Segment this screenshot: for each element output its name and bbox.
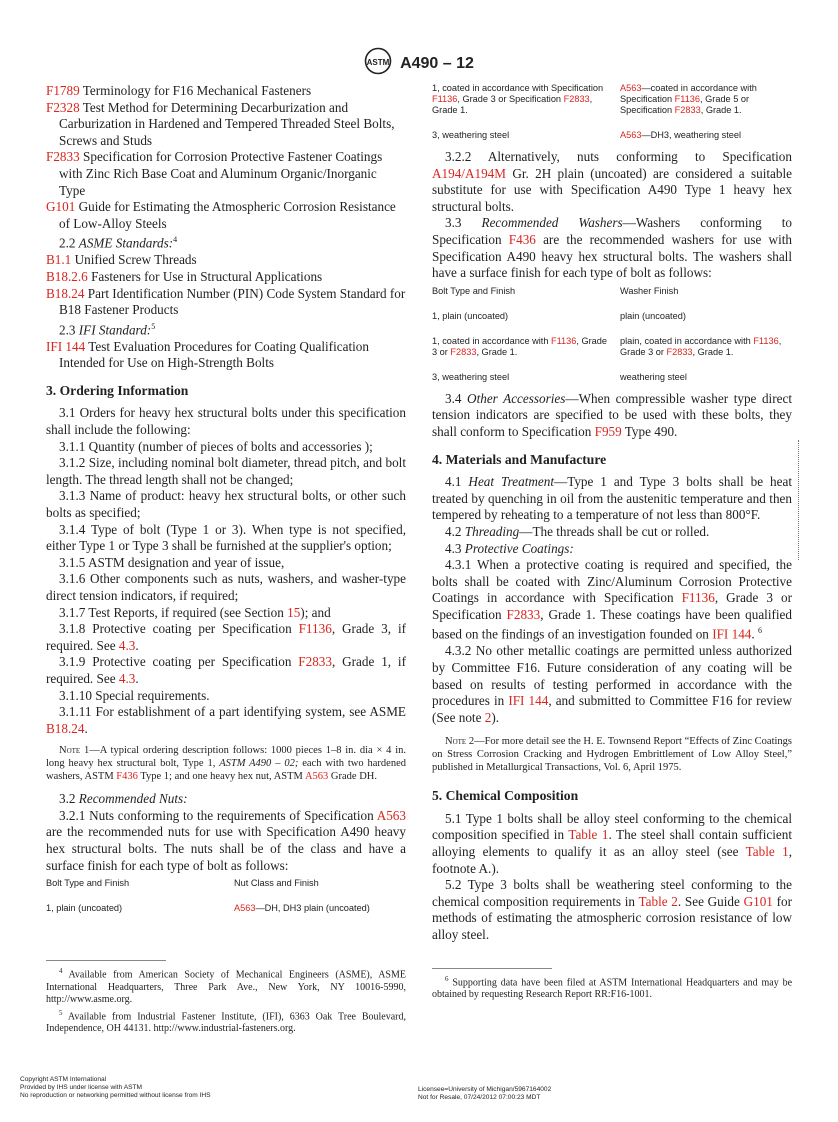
- spec-link[interactable]: F2833: [506, 606, 541, 622]
- spec-link[interactable]: F1136: [298, 621, 332, 637]
- asme-standards-heading: 2.2 ASME Standards:$^4$: [59, 235, 178, 251]
- footer-copyright: Copyright ASTM International Provided by IHS under license with ASTM No reproduction or networking permitted without license from IHS: [20, 1076, 211, 1099]
- spec-link[interactable]: IFI 144: [712, 626, 752, 642]
- spec-link[interactable]: F2833: [563, 94, 590, 104]
- reference-item: F2833 Specification for Corrosion Protective Fastener Coatings with Zinc Rich Base Coat and Aluminum Organic/Inorganic Type: [46, 149, 383, 198]
- note-2: Note 2—For more detail see the H. E. Townsend Report “Effects of Zinc Coatings on Stress Corrosion Cracking and Hydrogen Embrittlement of Low Alloy Steel,” published in Metallurgical Transactions, Vol. 6, April 1975.: [432, 736, 792, 773]
- spec-link[interactable]: A563: [620, 130, 642, 140]
- left-column: [46, 83, 406, 1036]
- reference-link[interactable]: F2833: [46, 149, 80, 165]
- table-row: 1, coated in accordance with F1136, Grade 3 or F2833, Grade 1. plain, coated in accordance with F1136, Grade 3 or F2833, Grade 1.: [432, 335, 782, 357]
- right-column: [432, 83, 792, 1002]
- spec-link[interactable]: F1136: [432, 94, 458, 104]
- paragraph-3-1-3: 3.1.3 Name of product: heavy hex structural bolts, or other such bolts as specified;: [46, 488, 406, 521]
- spec-link[interactable]: IFI 144: [508, 693, 549, 709]
- reference-link[interactable]: IFI 144: [46, 338, 86, 354]
- spec-link[interactable]: F2833: [298, 654, 332, 670]
- reference-item: B18.24 Part Identification Number (PIN) Code System Standard for B18 Fastener Products: [46, 285, 406, 318]
- reference-item: B1.1 Unified Screw Threads: [46, 252, 197, 268]
- paragraph-5-1: 5.1 Type 1 bolts shall be alloy steel conforming to the chemical composition specified in Table 1. The steel shall contain sufficient alloying elements to qualify it as an alloy steel (see Table 1, footnote A.).: [432, 810, 792, 876]
- footnote-divider: [432, 968, 552, 969]
- nut-table-continued: [432, 83, 792, 145]
- table-link[interactable]: Table 1: [745, 843, 789, 859]
- table-row: 3, weathering steel A563—DH3, weathering steel: [432, 130, 742, 140]
- note-link[interactable]: 2: [484, 709, 492, 725]
- document-designation: A490 – 12: [400, 54, 474, 72]
- reference-link[interactable]: B1.1: [46, 252, 72, 268]
- spec-link[interactable]: F2833: [450, 346, 477, 357]
- reference-link[interactable]: B18.24: [46, 285, 85, 301]
- paragraph-4-1: 4.1 Heat Treatment—Type 1 and Type 3 bolts shall be heat treated by quenching in oil from the austenitic temperature and then tempered by reheating to a temperature of not less than 800°F.: [432, 474, 792, 523]
- reference-link[interactable]: F1789: [46, 83, 80, 98]
- table-header-row: Bolt Type and Finish Nut Class and Finish: [46, 878, 319, 889]
- spec-link[interactable]: F1136: [753, 335, 779, 346]
- paragraph-4-3: 4.3 Protective Coatings:: [445, 540, 574, 556]
- section-link[interactable]: 4.3: [118, 637, 136, 653]
- ifi-standard-heading: 2.3 IFI Standard:$^5$: [59, 321, 156, 338]
- paragraph-3-1-1: 3.1.1 Quantity (number of pieces of bolts and accessories );: [59, 438, 373, 454]
- spec-link[interactable]: A563: [304, 770, 329, 782]
- table-row: 3, weathering steel weathering steel: [432, 371, 687, 382]
- paragraph-3-1-8: 3.1.8 Protective coating per Specification F1136, Grade 3, if required. See 4.3.: [46, 621, 406, 653]
- footnote-4: $^4$ Available from American Society of Mechanical Engineers (ASME), ASME International Headquarters, Three Park Ave., New York, NY 10016-5990, http://www.asme.org.: [46, 967, 406, 1006]
- reference-link[interactable]: F2328: [46, 99, 80, 115]
- table-row: 1, plain (uncoated) plain (uncoated): [432, 310, 686, 321]
- spec-link[interactable]: A563: [234, 903, 256, 914]
- section-5-heading: 5. Chemical Composition: [432, 788, 579, 804]
- paragraph-4-3-1: 4.3.1 When a protective coating is required and specified, the bolts shall be coated with Zinc/Aluminum Corrosion Protective Coatings in accordance with Specification F1136, Grade 3 or Specification F2833, Grade 1. These coatings have been qualified based on the findings of an investigation founded on IFI 144. $^6$: [432, 557, 793, 642]
- table-link[interactable]: Table 1: [568, 827, 609, 843]
- spec-link[interactable]: F959: [594, 423, 622, 439]
- paragraph-3-3: 3.3 Recommended Washers—Washers conforming to Specification F436 are the recommended washers for use with Specification A490 heavy hex structural bolts. The washers shall have a surface finish for each type of bolt as follows:: [432, 215, 792, 281]
- table-row: 1, coated in accordance with Specification F1136, Grade 3 or Specification F2833, Grade 1. A563—coated in accordance with Specification F1136, Grade 5 or Specification F2833, Grade 1.: [432, 83, 757, 115]
- paragraph-3-1-10: 3.1.10 Special requirements.: [59, 687, 210, 703]
- nut-table: [46, 878, 406, 928]
- paragraph-3-1-7: 3.1.7 Test Reports, if required (see Section 15); and: [59, 604, 331, 620]
- reference-item: G101 Guide for Estimating the Atmospheric Corrosion Resistance of Low-Alloy Steels: [46, 199, 396, 231]
- paragraph-3-4: 3.4 Other Accessories—When compressible washer type direct tension indicators are specified to be used with these bolts, they shall conform to Specification F959 Type 490.: [432, 390, 792, 439]
- spec-link[interactable]: B18.24: [46, 720, 85, 736]
- footnote-divider: [46, 960, 166, 961]
- paragraph-4-3-2: 4.3.2 No other metallic coatings are permitted unless authorized by Committee F16. Future consideration of any coating will be based on results of testing performed in accordance with the procedures in IFI 144, and submitted to Committee F16 for review (See note 2).: [432, 643, 792, 725]
- spec-link[interactable]: F2833: [674, 105, 701, 115]
- spec-link[interactable]: G101: [743, 893, 773, 909]
- reference-item: F2328 Test Method for Determining Decarburization and Carburization in Hardened and Tempered Threaded Steel Bolts, Screws and Studs: [46, 99, 395, 148]
- reference-item: IFI 144 Test Evaluation Procedures for Coating Qualification Intended for Use on High-Strength Bolts: [46, 338, 369, 371]
- footnote-5: $^5$ Available from Industrial Fastener Institute, (IFI), 6363 Oak Tree Boulevard, Independence, OH 44131. http://www.industrial-fasteners.org.: [46, 1008, 406, 1035]
- paragraph-3-2: 3.2 Recommended Nuts:: [59, 791, 188, 807]
- margin-dotted-line: [798, 440, 799, 560]
- spec-link[interactable]: F1136: [681, 590, 715, 606]
- section-4-heading: 4. Materials and Manufacture: [432, 451, 607, 467]
- table-row: 1, plain (uncoated) A563—DH, DH3 plain (uncoated): [46, 903, 370, 914]
- section-link[interactable]: 4.3: [118, 670, 136, 686]
- paragraph-3-1-4: 3.1.4 Type of bolt (Type 1 or 3). When type is not specified, either Type 1 or Type 3 shall be furnished at the supplier's option;: [46, 521, 406, 554]
- section-link[interactable]: 15: [287, 604, 301, 620]
- paragraph-3-1-5: 3.1.5 ASTM designation and year of issue,: [59, 554, 285, 570]
- paragraph-4-2: 4.2 Threading—The threads shall be cut or rolled.: [445, 523, 710, 539]
- paragraph-3-2-2: 3.2.2 Alternatively, nuts conforming to Specification A194/A194M Gr. 2H plain (uncoated) are considered a suitable substitute for use with Specification A490 Type 1 heavy hex structural bolts.: [432, 149, 792, 214]
- paragraph-5-2: 5.2 Type 3 bolts shall be weathering steel conforming to the chemical composition requirements in Table 2. See Guide G101 for methods of estimating the atmospheric corrosion resistance of low alloy steel.: [432, 877, 792, 942]
- reference-link[interactable]: G101: [46, 199, 76, 215]
- paragraph-3-1-9: 3.1.9 Protective coating per Specification F2833, Grade 1, if required. See 4.3.: [46, 654, 406, 686]
- paragraph-3-1-2: 3.1.2 Size, including nominal bolt diameter, thread pitch, and bolt length. The thread length shall not be changed;: [46, 455, 406, 487]
- spec-link[interactable]: A194/A194M: [432, 165, 506, 181]
- page-header: [0, 46, 838, 81]
- table-link[interactable]: Table 2: [638, 893, 678, 909]
- spec-link[interactable]: A563: [620, 83, 642, 93]
- paragraph-3-2-1: 3.2.1 Nuts conforming to the requirements of Specification A563 are the recommended nuts for use with Specification A490 heavy hex structural bolts. The nuts shall be of the class and have a surface finish for each type of bolt as follows:: [46, 807, 406, 873]
- astm-logo: [364, 46, 392, 81]
- reference-item: B18.2.6 Fasteners for Use in Structural Applications: [46, 268, 323, 284]
- section-3-heading: 3. Ordering Information: [46, 382, 189, 398]
- svg-text:ASTM: ASTM: [366, 58, 390, 67]
- paragraph-3-1: 3.1 Orders for heavy hex structural bolts under this specification shall include the following:: [46, 405, 406, 438]
- paragraph-3-1-11: 3.1.11 For establishment of a part identifying system, see ASME B18.24.: [46, 704, 406, 736]
- spec-link[interactable]: F436: [508, 231, 536, 247]
- table-header-row: Bolt Type and Finish Washer Finish: [432, 285, 679, 296]
- reference-item: F1789 Terminology for F16 Mechanical Fasteners: [46, 83, 312, 98]
- spec-link[interactable]: A563: [376, 807, 406, 823]
- spec-link[interactable]: F2833: [666, 346, 693, 357]
- footer-license: Licensee=University of Michigan/5967164002 Not for Resale, 07/24/2012 07:00:23 MDT: [418, 1086, 552, 1101]
- spec-link[interactable]: F436: [116, 770, 138, 782]
- note-1: Note 1—A typical ordering description follows: 1000 pieces 1–8 in. dia × 4 in. long heavy hex structural bolt, Type 1, ASTM A490 – 02; each with two hardened washers, ASTM F436 Type 1; and one heavy hex nut, ASTM A563 Grade DH.: [46, 745, 406, 782]
- footnote-6: $^6$ Supporting data have been filed at ASTM International Headquarters and may be obtained by requesting Research Report RR:F16-1001.: [432, 974, 793, 1001]
- washer-table: [432, 286, 792, 387]
- spec-link[interactable]: F1136: [674, 94, 701, 104]
- reference-link[interactable]: B18.2.6: [46, 268, 88, 284]
- spec-link[interactable]: F1136: [551, 335, 577, 346]
- paragraph-3-1-6: 3.1.6 Other components such as nuts, washers, and washer-type direct tension indicators, if required;: [46, 571, 406, 603]
